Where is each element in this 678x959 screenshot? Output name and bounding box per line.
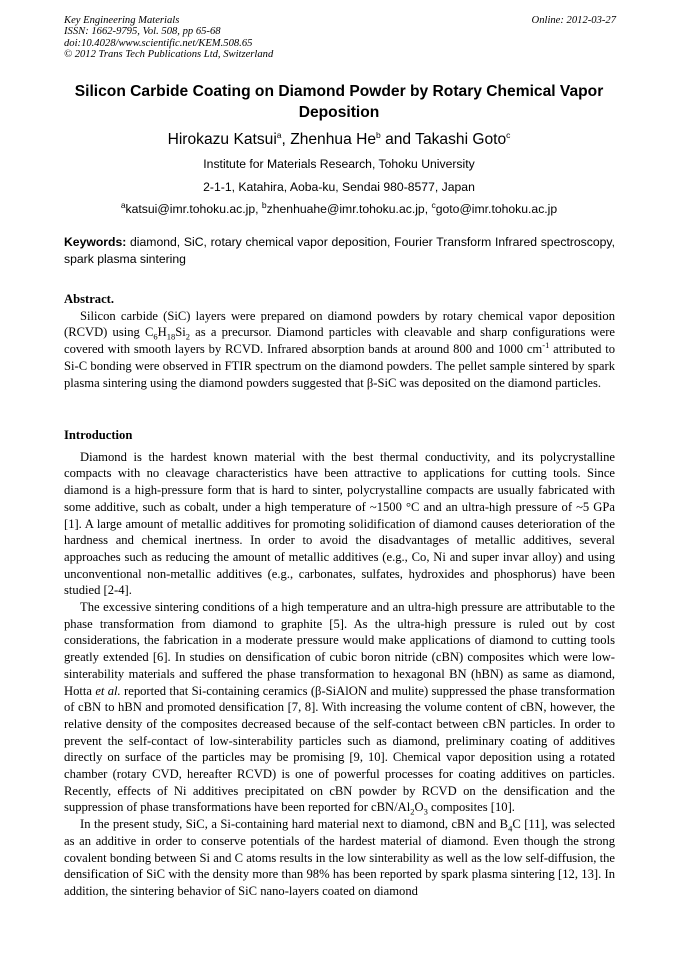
subscript: 18: [166, 331, 176, 342]
intro-paragraph-1: Diamond is the hardest known material with the best thermal conductivity, and its polycrystalline compacts with no cleavage characteristics have been attractive to applications for cutting tools. Since diamond is a high-pressure form that is hard to sinter, polycrystalline compacts are usually fabricated with some additive, such as cobalt, under a high temperature of ~1500 °C and an ultra-high pressure of ~5 GPa [1]. A large amount of metallic additives for promoting solidification of diamond causes deterioration of the hardness and chemical inertness. In order to avoid the disadvantages of metallic additives, several approaches such as reducing the amount of metallic additives (e.g., Co, Ni and super invar alloy) and using unconventional non-metallic additives (e.g., carbonates, sulfates, hydroxides and phosphorus) have been studied [2-4].: [64, 449, 615, 598]
introduction-section: [64, 427, 615, 900]
author-mark: a: [276, 129, 282, 140]
subscript: 6: [153, 331, 158, 342]
abstract-text-part: attributed to Si-C bonding were observed in FTIR spectrum on the diamond powders. The pellet sample sintered by spark plasma sintering using the diamond powders suggested that β-SiC was deposited on the diamond particles.: [64, 342, 615, 390]
email-address[interactable]: goto@imr.tohoku.ac.jp: [435, 202, 558, 216]
online-date: Online: 2012-03-27: [531, 15, 616, 26]
email-address[interactable]: zhenhuahe@imr.tohoku.ac.jp: [266, 202, 425, 216]
subscript: 4: [508, 823, 513, 834]
subscript: 3: [423, 806, 428, 817]
abstract-text-part: as a precursor. Diamond particles with cleavable and sharp configurations were covered with smooth layers by RCVD. Infrared absorption bands at around 800 and 1000 cm: [64, 325, 615, 357]
copyright-line: © 2012 Trans Tech Publications Ltd, Switzerland: [64, 48, 274, 60]
affiliation-institute: Institute for Materials Research, Tohoku University: [203, 157, 475, 171]
abstract-text-part: Si: [175, 325, 186, 340]
author-mark: c: [506, 129, 511, 140]
paragraph-text-part: C [11], was selected as an additive in order to conserve potentials of the hardest material of diamond. Even though the strong covalent bonding between Si and C atoms results in the low sinterability as well as the low self-diffusion, the densification of SiC with the density more than 98% has been reported by spark plasma sintering [12, 13]. In addition, the sintering behavior of SiC nano-layers coated on diamond: [64, 817, 615, 898]
author-separator: ,: [281, 131, 291, 148]
email-mark: c: [431, 199, 436, 210]
journal-header: [64, 15, 616, 60]
intro-paragraph-2: [64, 599, 615, 816]
intro-paragraph-3: [64, 816, 615, 900]
abstract-text: [64, 308, 615, 392]
paragraph-text-part: In the present study, SiC, a Si-containing hard material next to diamond, cBN and B: [80, 817, 509, 832]
author-name: Hirokazu Katsui: [167, 131, 277, 148]
author-list: [0, 130, 678, 150]
doi-line: doi:10.4028/www.scientific.net/KEM.508.65: [64, 37, 253, 49]
subscript: 2: [185, 331, 191, 342]
abstract-section: [64, 291, 615, 391]
affiliation-emails: $^a$katsui@imr.tohoku.ac.jp, $^b$zhenhuahe@imr.tohoku.ac.jp, $^c$goto@imr.tohoku.ac.jp: [120, 199, 558, 216]
paragraph-text-part: The excessive sintering conditions of a high temperature and an ultra-high pressure are attributable to the phase transformation from diamond to graphite [5]. As the ultra-high pressure is ruled out by cost considerations, the fabrication in a moderate pressure would make applications of diamond to cutting tools greatly extended [6]. In studies on densification of cubic boron nitride (cBN) composites which were low-sinterability materials and suffered the phase transformation to hexagonal BN (hBN) as same as diamond, Hotta: [64, 600, 615, 698]
journal-name: Key Engineering Materials: [64, 15, 180, 26]
author-mark: b: [376, 129, 381, 140]
paragraph-text-part: reported that Si-containing ceramics (β-SiAlON and mulite) suppressed the phase transformation of cBN to hBN and promoted densification [7, 8]. With increasing the volume content of cBN, however, the relative density of the composites decreased because of the self-contact between cBN particles. In order to prevent the self-contact of low-sinterability particles such as diamond, preliminary coating of additives directly on surface of the particles may be promising [9, 10]. Chemical vapor deposition using a rotated chamber (rotary CVD, hereafter RCVD) is one of powerful processes for coating additives on particles. Recently, effects of Ni additives precipitated on cBN powder by RCVD on the densification and the suppression of phase transformations have been reported for cBN/Al: [64, 683, 615, 815]
keywords-label: Keywords:: [64, 235, 127, 249]
abstract-text-part: Silicon carbide (SiC) layers were prepared on diamond powders by rotary chemical vapor deposition (RCVD) using C: [64, 308, 615, 340]
abstract-heading: Abstract.: [64, 292, 115, 306]
author-name: Zhenhua He: [290, 131, 377, 148]
email-mark: a: [120, 199, 126, 210]
introduction-heading: Introduction: [64, 428, 133, 442]
paper-title: Silicon Carbide Coating on Diamond Powder by Rotary Chemical Vapor Deposition: [74, 83, 604, 121]
superscript: -1: [542, 339, 550, 350]
email-address[interactable]: katsui@imr.tohoku.ac.jp: [125, 202, 256, 216]
author-name: Takashi Goto: [415, 131, 507, 148]
paragraph-text-part: O: [414, 800, 424, 815]
keywords-text: diamond, SiC, rotary chemical vapor deposition, Fourier Transform Infrared spectroscopy, spark plasma sintering: [64, 235, 616, 266]
subscript: 2: [410, 806, 415, 817]
paragraph-text-part: composites [10].: [427, 800, 515, 815]
italic-text: et al.: [95, 683, 121, 698]
email-mark: b: [261, 199, 267, 210]
affiliation-address: 2-1-1, Katahira, Aoba-ku, Sendai 980-8577, Japan: [203, 180, 475, 194]
abstract-text-part: H: [157, 325, 167, 340]
issn-line: ISSN: 1662-9795, Vol. 508, pp 65-68: [64, 26, 221, 38]
keywords: [64, 234, 615, 267]
author-separator: and: [380, 131, 416, 148]
